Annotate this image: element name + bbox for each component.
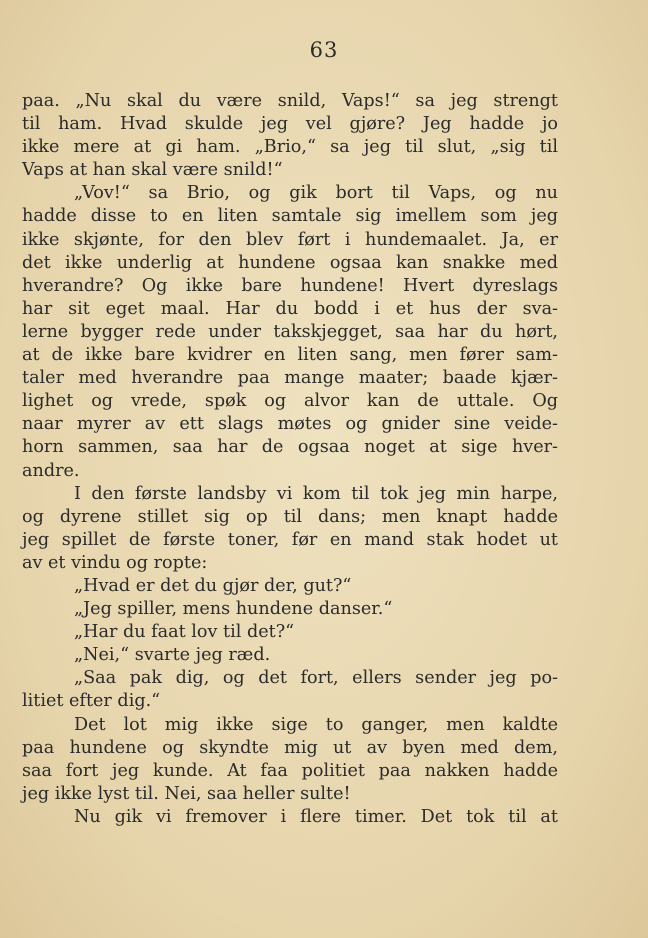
text-line: andre. — [22, 460, 80, 481]
text-line: har sit eget maal. Har du bodd i et hus der sva- — [22, 298, 558, 319]
text-line: „Saa pak dig, og det fort, ellers sender jeg po- — [74, 668, 558, 689]
text-line: til ham. Hvad skulde jeg vel gjøre? Jeg hadde jo — [22, 114, 558, 135]
page-number: 63 — [309, 38, 339, 62]
text-line: av et vindu og ropte: — [22, 552, 208, 573]
text-line: lerne bygger rede under takskjegget, saa har du hørt, — [22, 321, 558, 342]
text-line: saa fort jeg kunde. At faa politiet paa nakken hadde — [22, 760, 558, 781]
text-line: litiet efter dig.“ — [22, 691, 161, 712]
text-line: at de ikke bare kvidrer en liten sang, men fører sam- — [22, 345, 558, 366]
text-line: hadde disse to en liten samtale sig imellem som jeg — [22, 206, 558, 227]
text-line: „Hvad er det du gjør der, gut?“ — [74, 575, 352, 596]
text-line: „Nei,“ svarte jeg ræd. — [74, 645, 271, 666]
text-line: lighet og vrede, spøk og alvor kan de uttale. Og — [22, 391, 558, 412]
text-line: jeg ikke lyst til. Nei, saa heller sulte! — [22, 783, 351, 804]
text-line: „Jeg spiller, mens hundene danser.“ — [74, 599, 393, 620]
text-line: I den første landsby vi kom til tok jeg min harpe, — [74, 483, 558, 504]
text-line: ikke mere at gi ham. „Brio,“ sa jeg til slut, „sig til — [22, 137, 558, 158]
text-line: taler med hverandre paa mange maater; baade kjær- — [22, 368, 558, 389]
text-line: horn sammen, saa har de ogsaa noget at sige hver- — [22, 437, 558, 458]
text-line: naar myrer av ett slags møtes og gnider sine veide- — [22, 414, 558, 435]
text-line: ikke skjønte, for den blev ført i hundemaalet. Ja, er — [22, 229, 558, 250]
text-line: Nu gik vi fremover i flere timer. Det tok til at — [74, 806, 558, 827]
text-line: hverandre? Og ikke bare hundene! Hvert dyreslags — [22, 275, 558, 296]
text-line: Vaps at han skal være snild!“ — [22, 160, 283, 181]
text-line: „Har du faat lov til det?“ — [74, 622, 295, 643]
text-line: paa hundene og skyndte mig ut av byen med dem, — [22, 737, 558, 758]
text-line: Det lot mig ikke sige to ganger, men kaldte — [74, 714, 558, 735]
text-line: og dyrene stillet sig op til dans; men knapt hadde — [22, 506, 558, 527]
text-line: jeg spillet de første toner, før en mand stak hodet ut — [22, 529, 558, 550]
body-text — [22, 90, 558, 829]
text-line: det ikke underlig at hundene ogsaa kan snakke med — [22, 252, 558, 273]
text-line: „Vov!“ sa Brio, og gik bort til Vaps, og nu — [74, 183, 558, 204]
text-line: paa. „Nu skal du være snild, Vaps!“ sa jeg strengt — [22, 91, 558, 111]
